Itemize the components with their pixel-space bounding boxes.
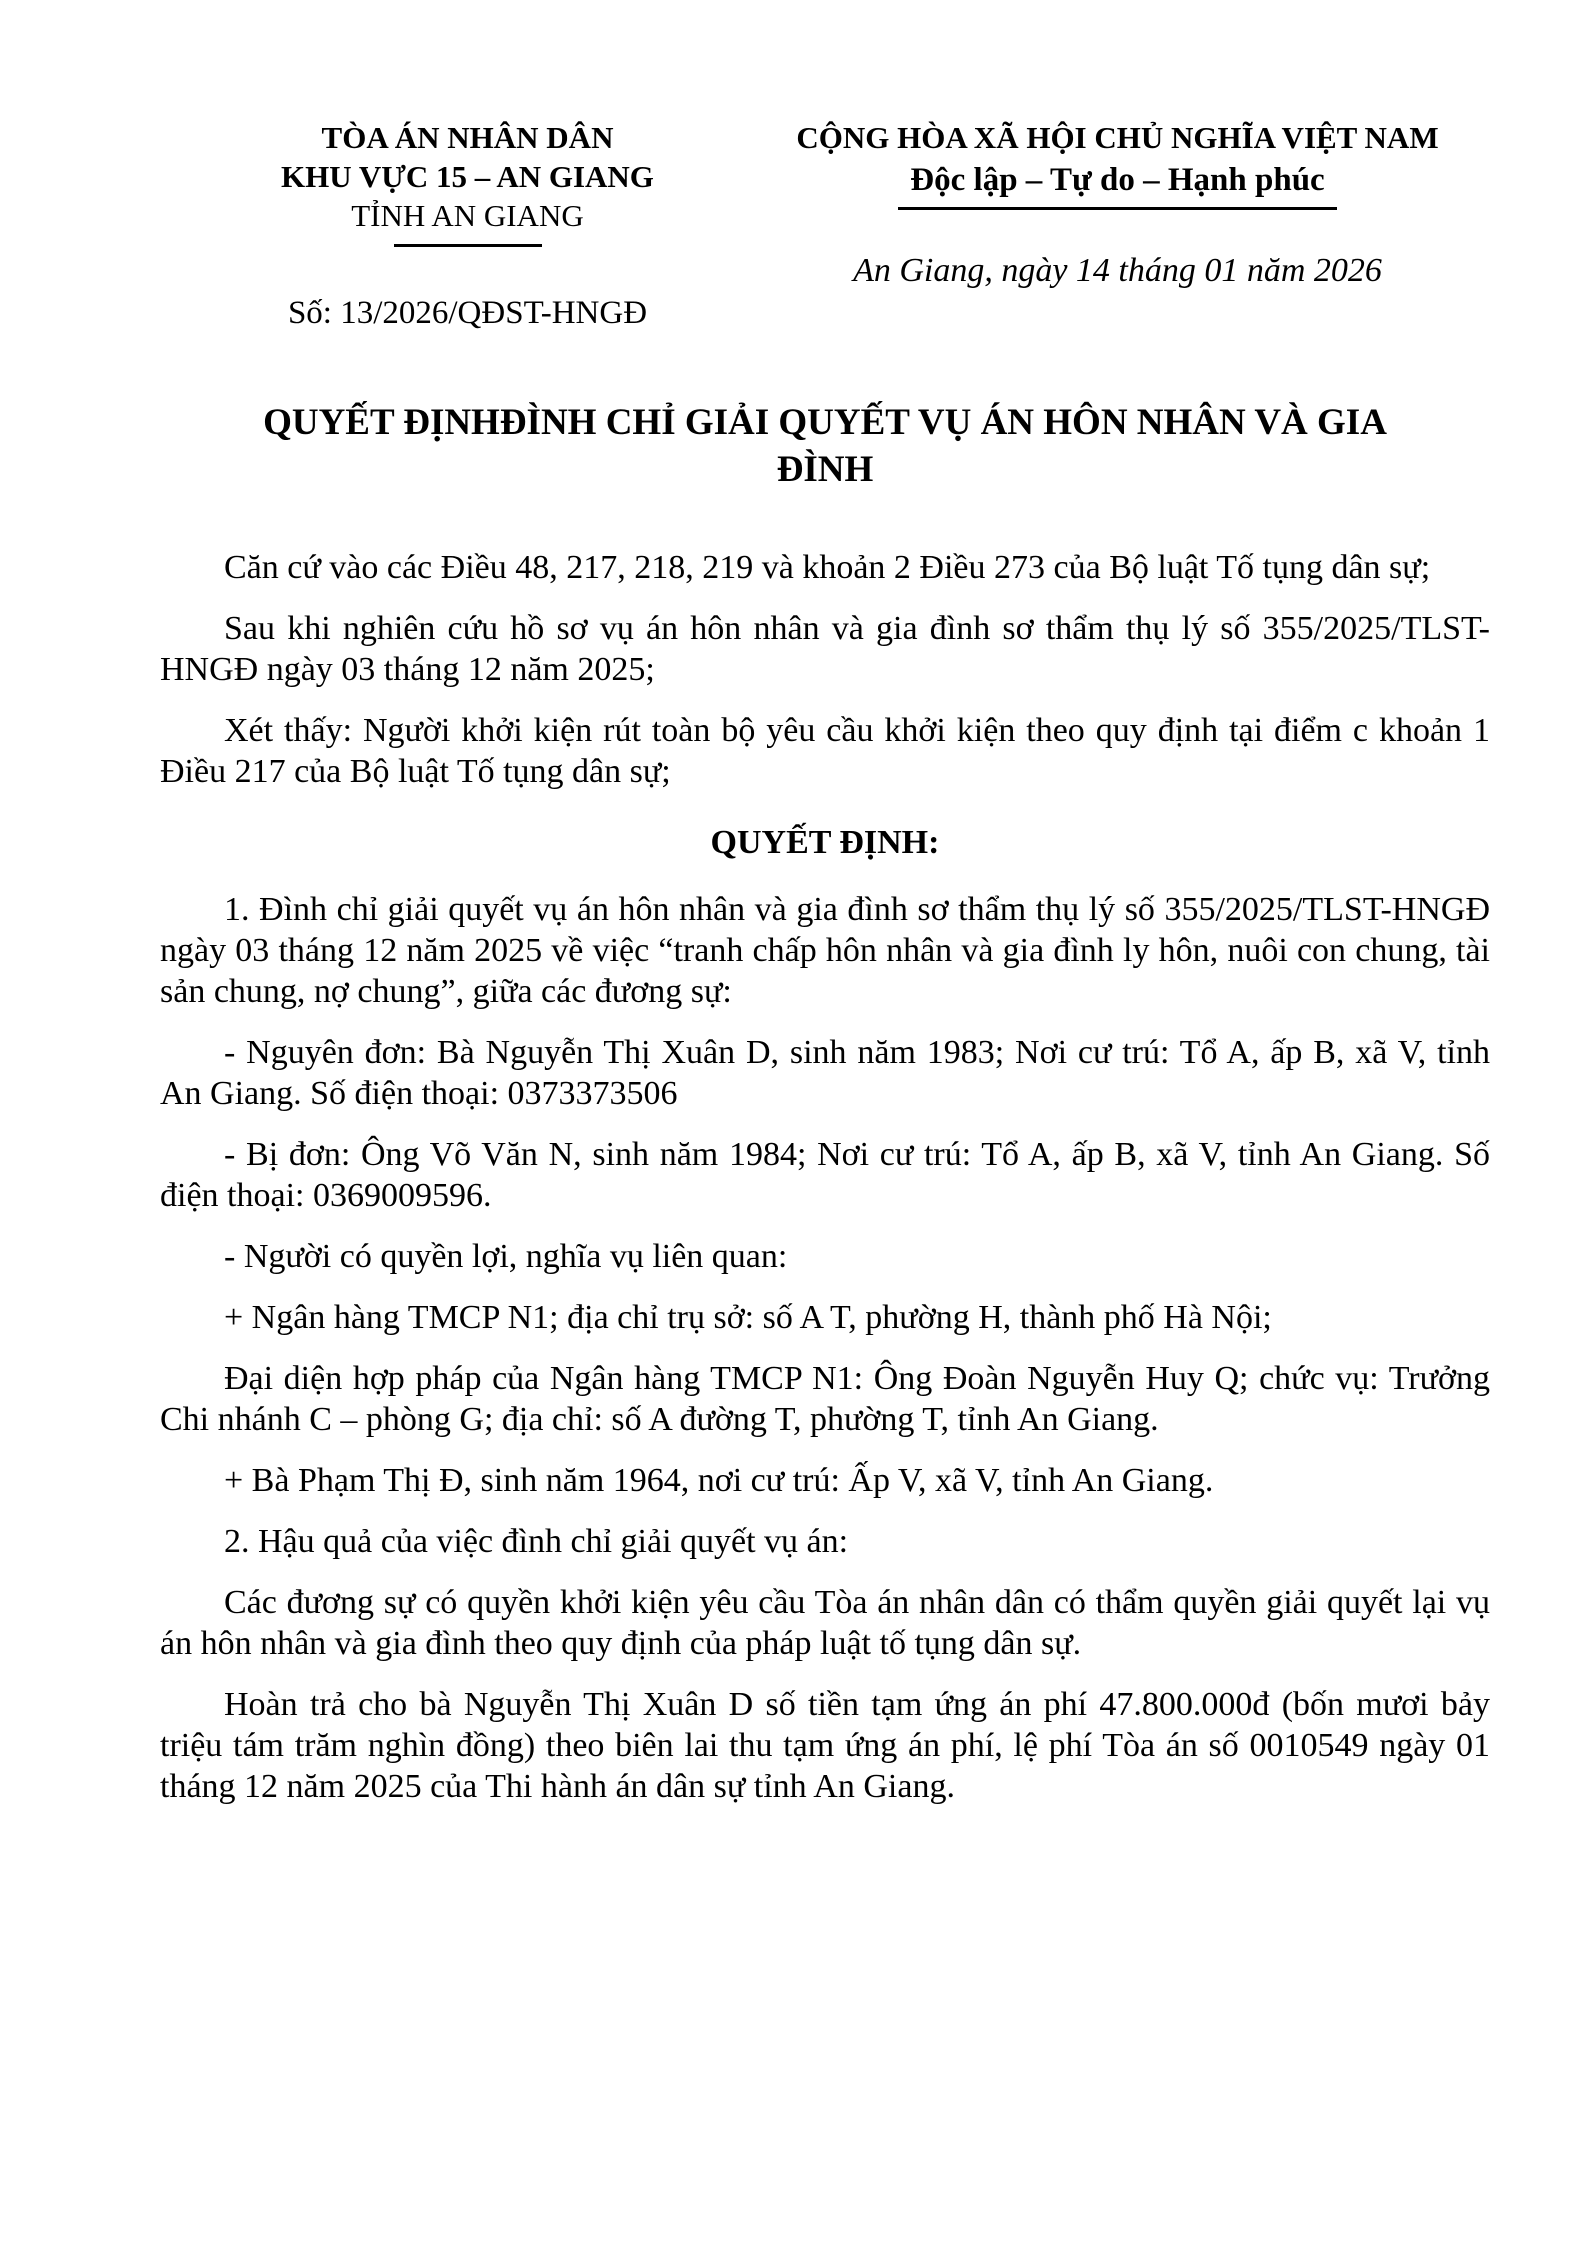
decision-paragraph-defendant: - Bị đơn: Ông Võ Văn N, sinh năm 1984; Nơi cư trú: Tổ A, ấp B, xã V, tỉnh An Giang. Số điện thoại: 0369009596. xyxy=(160,1136,1490,1214)
header-divider-rule xyxy=(394,244,542,247)
decision-paragraph-bank-representative: Đại diện hợp pháp của Ngân hàng TMCP N1: Ông Đoàn Nguyễn Huy Q; chức vụ: Trưởng Chi nhánh C – phòng G; địa chỉ: số A đường T, phường T, tỉnh An Giang. xyxy=(160,1360,1490,1438)
preamble-paragraph: Sau khi nghiên cứu hồ sơ vụ án hôn nhân và gia đình sơ thẩm thụ lý số 355/2025/TLST-HNGĐ ngày 03 tháng 12 năm 2025; xyxy=(160,610,1490,688)
decision-paragraph-right-to-refile: Các đương sự có quyền khởi kiện yêu cầu Tòa án nhân dân có thẩm quyền giải quyết lại vụ án hôn nhân và gia đình theo quy định của pháp luật tố tụng dân sự. xyxy=(160,1584,1490,1662)
national-motto-wrap xyxy=(775,160,1460,210)
preamble-paragraph: Xét thấy: Người khởi kiện rút toàn bộ yêu cầu khởi kiện theo quy định tại điểm c khoản 1 Điều 217 của Bộ luật Tố tụng dân sự; xyxy=(160,712,1490,790)
decision-paragraph-bank: + Ngân hàng TMCP N1; địa chỉ trụ sở: số A T, phường H, thành phố Hà Nội; xyxy=(224,1299,1272,1336)
decision-paragraph-related-person: + Bà Phạm Thị Đ, sinh năm 1964, nơi cư trú: Ấp V, xã V, tỉnh An Giang. xyxy=(224,1462,1214,1499)
decision-paragraph: 1. Đình chỉ giải quyết vụ án hôn nhân và gia đình sơ thẩm thụ lý số 355/2025/TLST-HNGĐ ngày 03 tháng 12 năm 2025 về việc “tranh chấp hôn nhân và gia đình ly hôn, nuôi con chung, tài sản chung, nợ chung”, giữa các đương sự: xyxy=(160,891,1490,1010)
document-body xyxy=(160,547,1490,1807)
court-name-line3: TỈNH AN GIANG xyxy=(351,198,584,233)
court-header-block xyxy=(160,118,775,333)
national-title: CỘNG HÒA XÃ HỘI CHỦ NGHĨA VIỆT NAM xyxy=(796,120,1439,155)
decision-paragraph-related-parties: - Người có quyền lợi, nghĩa vụ liên quan: xyxy=(224,1238,788,1275)
preamble-paragraph: Căn cứ vào các Điều 48, 217, 218, 219 và khoản 2 Điều 273 của Bộ luật Tố tụng dân sự; xyxy=(224,549,1431,586)
document-title: QUYẾT ĐỊNHĐÌNH CHỈ GIẢI QUYẾT VỤ ÁN HÔN NHÂN VÀ GIA ĐÌNH xyxy=(263,402,1387,490)
decision-paragraph-consequences: 2. Hậu quả của việc đình chỉ giải quyết vụ án: xyxy=(224,1523,849,1560)
national-motto: Độc lập – Tự do – Hạnh phúc xyxy=(898,160,1336,210)
court-name-line1: TÒA ÁN NHÂN DÂN xyxy=(321,120,614,155)
date-line: An Giang, ngày 14 tháng 01 năm 2026 xyxy=(853,252,1382,289)
case-number: Số: 13/2026/QĐST-HNGĐ xyxy=(287,295,648,331)
decision-heading: QUYẾT ĐỊNH: xyxy=(710,824,940,861)
national-header-block xyxy=(775,118,1460,333)
decision-paragraph-plaintiff: - Nguyên đơn: Bà Nguyễn Thị Xuân D, sinh năm 1983; Nơi cư trú: Tổ A, ấp B, xã V, tỉnh An Giang. Số điện thoại: 0373373506 xyxy=(160,1034,1490,1112)
document-header xyxy=(160,118,1490,333)
decision-paragraph-fee-refund: Hoàn trả cho bà Nguyễn Thị Xuân D số tiền tạm ứng án phí 47.800.000đ (bốn mươi bảy triệu tám trăm nghìn đồng) theo biên lai thu tạm ứng án phí, lệ phí Tòa án số 0010549 ngày 01 tháng 12 năm 2025 của Thi hành án dân sự tỉnh An Giang. xyxy=(160,1686,1490,1805)
court-name-line2: KHU VỰC 15 – AN GIANG xyxy=(281,159,654,194)
